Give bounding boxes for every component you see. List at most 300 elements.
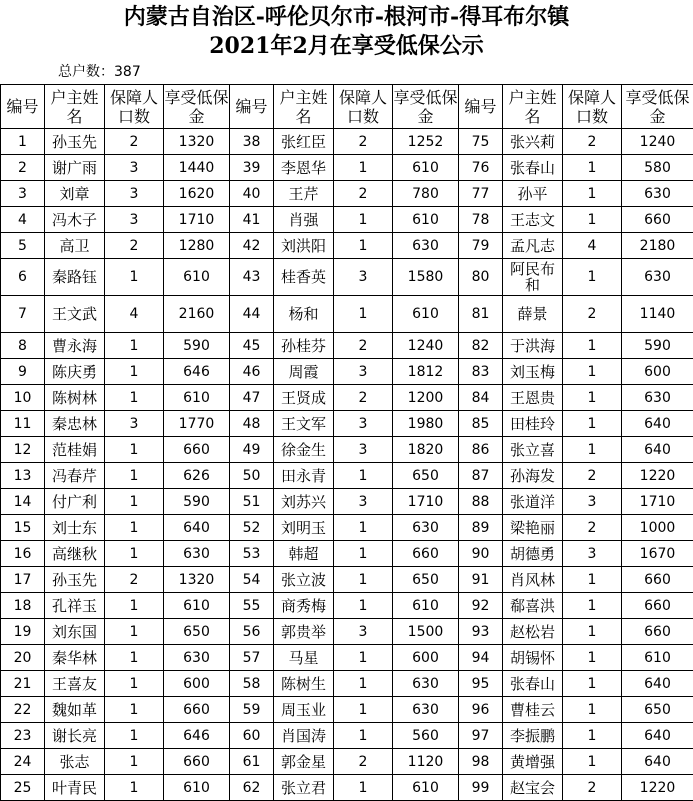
- cell-amount: 1120: [393, 749, 459, 775]
- cell-no: 61: [230, 749, 274, 775]
- cell-persons: 1: [334, 541, 393, 567]
- cell-name: 王志文: [503, 207, 563, 233]
- cell-name: 刘士东: [45, 515, 105, 541]
- header-name: 户主姓名: [503, 85, 563, 129]
- cell-persons: 1: [563, 437, 622, 463]
- cell-no: 17: [1, 567, 45, 593]
- cell-persons: 1: [334, 296, 393, 333]
- cell-persons: 1: [105, 645, 164, 671]
- cell-amount: 1820: [393, 437, 459, 463]
- cell-no: 59: [230, 697, 274, 723]
- cell-no: 20: [1, 645, 45, 671]
- page-subtitle: 2021年2月在享受低保公示: [0, 33, 693, 59]
- cell-no: 76: [459, 155, 503, 181]
- cell-persons: 1: [105, 333, 164, 359]
- cell-name: 田永青: [274, 463, 334, 489]
- table-row: [1, 515, 693, 541]
- cell-amount: 646: [164, 723, 230, 749]
- cell-amount: 626: [164, 463, 230, 489]
- cell-persons: 3: [334, 411, 393, 437]
- cell-name: 李振鹏: [503, 723, 563, 749]
- cell-name: 陈庆勇: [45, 359, 105, 385]
- cell-name: 秦忠林: [45, 411, 105, 437]
- cell-no: 43: [230, 259, 274, 296]
- cell-name: 桂香英: [274, 259, 334, 296]
- cell-amount: 1320: [164, 129, 230, 155]
- cell-name: 肖强: [274, 207, 334, 233]
- cell-persons: 1: [105, 593, 164, 619]
- cell-no: 46: [230, 359, 274, 385]
- cell-amount: 660: [393, 541, 459, 567]
- cell-persons: 1: [105, 489, 164, 515]
- cell-amount: 630: [622, 385, 693, 411]
- cell-amount: 630: [393, 515, 459, 541]
- table-row: [1, 619, 693, 645]
- cell-name: 阿民布和: [503, 259, 563, 296]
- table-row: [1, 155, 693, 181]
- header-persons: 保障人口数: [334, 85, 393, 129]
- cell-name: 谢广雨: [45, 155, 105, 181]
- cell-name: 张立波: [274, 567, 334, 593]
- cell-persons: 1: [334, 233, 393, 259]
- table-row: [1, 723, 693, 749]
- total-households: 总户数：387: [58, 63, 141, 81]
- cell-amount: 610: [393, 775, 459, 801]
- cell-no: 57: [230, 645, 274, 671]
- table-row: [1, 593, 693, 619]
- cell-amount: 1710: [393, 489, 459, 515]
- cell-persons: 1: [334, 775, 393, 801]
- cell-name: 张春山: [503, 671, 563, 697]
- cell-name: 郭金星: [274, 749, 334, 775]
- cell-persons: 2: [563, 129, 622, 155]
- cell-amount: 660: [164, 749, 230, 775]
- cell-amount: 610: [393, 207, 459, 233]
- cell-name: 张春山: [503, 155, 563, 181]
- cell-persons: 1: [105, 671, 164, 697]
- table-row: [1, 749, 693, 775]
- cell-amount: 1252: [393, 129, 459, 155]
- table-row: [1, 697, 693, 723]
- cell-amount: 630: [622, 259, 693, 296]
- cell-persons: 3: [334, 437, 393, 463]
- cell-name: 李恩华: [274, 155, 334, 181]
- cell-no: 91: [459, 567, 503, 593]
- cell-amount: 640: [622, 749, 693, 775]
- cell-no: 5: [1, 233, 45, 259]
- cell-persons: 2: [334, 385, 393, 411]
- cell-no: 25: [1, 775, 45, 801]
- cell-name: 王文武: [45, 296, 105, 333]
- cell-name: 梁艳丽: [503, 515, 563, 541]
- header-no: 编号: [1, 85, 45, 129]
- cell-persons: 1: [563, 567, 622, 593]
- cell-name: 高继秋: [45, 541, 105, 567]
- table-row: [1, 207, 693, 233]
- cell-name: 陈树林: [45, 385, 105, 411]
- cell-name: 孙玉先: [45, 129, 105, 155]
- cell-amount: 1240: [393, 333, 459, 359]
- cell-no: 3: [1, 181, 45, 207]
- cell-persons: 1: [334, 723, 393, 749]
- cell-amount: 1710: [164, 207, 230, 233]
- cell-amount: 610: [164, 593, 230, 619]
- cell-amount: 630: [164, 541, 230, 567]
- cell-no: 22: [1, 697, 45, 723]
- cell-no: 53: [230, 541, 274, 567]
- cell-name: 胡德勇: [503, 541, 563, 567]
- cell-amount: 590: [164, 489, 230, 515]
- cell-amount: 1770: [164, 411, 230, 437]
- cell-no: 48: [230, 411, 274, 437]
- cell-name: 商秀梅: [274, 593, 334, 619]
- table-row: [1, 359, 693, 385]
- cell-persons: 2: [105, 233, 164, 259]
- cell-amount: 1620: [164, 181, 230, 207]
- cell-no: 86: [459, 437, 503, 463]
- cell-name: 王喜友: [45, 671, 105, 697]
- cell-no: 55: [230, 593, 274, 619]
- cell-persons: 2: [563, 296, 622, 333]
- cell-no: 11: [1, 411, 45, 437]
- header-amount: 享受低保金: [393, 85, 459, 129]
- cell-no: 81: [459, 296, 503, 333]
- cell-name: 张志: [45, 749, 105, 775]
- cell-name: 王恩贵: [503, 385, 563, 411]
- cell-name: 曹桂云: [503, 697, 563, 723]
- cell-no: 56: [230, 619, 274, 645]
- cell-no: 12: [1, 437, 45, 463]
- cell-amount: 610: [622, 645, 693, 671]
- cell-no: 90: [459, 541, 503, 567]
- cell-amount: 590: [164, 333, 230, 359]
- cell-name: 徐金生: [274, 437, 334, 463]
- cell-name: 王文军: [274, 411, 334, 437]
- cell-persons: 1: [563, 385, 622, 411]
- cell-persons: 1: [105, 259, 164, 296]
- cell-no: 79: [459, 233, 503, 259]
- cell-persons: 1: [334, 207, 393, 233]
- cell-name: 范桂娟: [45, 437, 105, 463]
- cell-persons: 1: [563, 671, 622, 697]
- cell-amount: 1980: [393, 411, 459, 437]
- cell-no: 8: [1, 333, 45, 359]
- table-row: [1, 385, 693, 411]
- cell-amount: 600: [393, 645, 459, 671]
- cell-no: 84: [459, 385, 503, 411]
- cell-no: 15: [1, 515, 45, 541]
- cell-name: 秦华林: [45, 645, 105, 671]
- cell-amount: 610: [393, 593, 459, 619]
- cell-no: 92: [459, 593, 503, 619]
- cell-amount: 1280: [164, 233, 230, 259]
- header-name: 户主姓名: [45, 85, 105, 129]
- cell-no: 49: [230, 437, 274, 463]
- cell-no: 96: [459, 697, 503, 723]
- cell-no: 80: [459, 259, 503, 296]
- cell-amount: 610: [164, 259, 230, 296]
- cell-name: 刘东国: [45, 619, 105, 645]
- cell-amount: 1320: [164, 567, 230, 593]
- cell-persons: 1: [105, 359, 164, 385]
- cell-name: 孙海发: [503, 463, 563, 489]
- cell-name: 张兴莉: [503, 129, 563, 155]
- cell-name: 付广利: [45, 489, 105, 515]
- cell-name: 刘明玉: [274, 515, 334, 541]
- cell-persons: 2: [334, 129, 393, 155]
- cell-amount: 646: [164, 359, 230, 385]
- cell-persons: 2: [334, 749, 393, 775]
- page-title: 内蒙古自治区-呼伦贝尔市-根河市-得耳布尔镇: [0, 4, 693, 30]
- cell-no: 23: [1, 723, 45, 749]
- cell-amount: 660: [622, 619, 693, 645]
- cell-persons: 2: [105, 129, 164, 155]
- cell-name: 孔祥玉: [45, 593, 105, 619]
- cell-persons: 1: [563, 259, 622, 296]
- cell-persons: 1: [563, 749, 622, 775]
- cell-no: 40: [230, 181, 274, 207]
- cell-amount: 650: [393, 567, 459, 593]
- cell-name: 郗喜洪: [503, 593, 563, 619]
- cell-name: 刘洪阳: [274, 233, 334, 259]
- cell-no: 45: [230, 333, 274, 359]
- cell-name: 胡锡怀: [503, 645, 563, 671]
- cell-amount: 610: [393, 296, 459, 333]
- cell-amount: 1670: [622, 541, 693, 567]
- cell-name: 田桂玲: [503, 411, 563, 437]
- cell-persons: 1: [105, 515, 164, 541]
- cell-name: 王贤成: [274, 385, 334, 411]
- cell-name: 韩超: [274, 541, 334, 567]
- cell-persons: 1: [563, 181, 622, 207]
- cell-persons: 1: [334, 645, 393, 671]
- cell-name: 张立喜: [503, 437, 563, 463]
- cell-amount: 610: [393, 155, 459, 181]
- cell-name: 冯春芹: [45, 463, 105, 489]
- cell-no: 41: [230, 207, 274, 233]
- cell-amount: 630: [393, 671, 459, 697]
- cell-no: 16: [1, 541, 45, 567]
- cell-amount: 650: [393, 463, 459, 489]
- cell-amount: 1240: [622, 129, 693, 155]
- cell-no: 44: [230, 296, 274, 333]
- cell-no: 93: [459, 619, 503, 645]
- cell-name: 王芹: [274, 181, 334, 207]
- cell-persons: 3: [334, 619, 393, 645]
- cell-persons: 2: [334, 333, 393, 359]
- cell-no: 50: [230, 463, 274, 489]
- cell-no: 24: [1, 749, 45, 775]
- cell-no: 83: [459, 359, 503, 385]
- cell-persons: 3: [105, 207, 164, 233]
- cell-persons: 1: [105, 385, 164, 411]
- cell-amount: 610: [164, 775, 230, 801]
- cell-amount: 610: [164, 385, 230, 411]
- table-row: [1, 233, 693, 259]
- cell-name: 谢长亮: [45, 723, 105, 749]
- cell-no: 4: [1, 207, 45, 233]
- cell-name: 孙桂芬: [274, 333, 334, 359]
- cell-amount: 630: [622, 181, 693, 207]
- cell-persons: 1: [334, 155, 393, 181]
- cell-amount: 630: [164, 645, 230, 671]
- cell-persons: 2: [563, 463, 622, 489]
- cell-amount: 660: [164, 437, 230, 463]
- cell-no: 39: [230, 155, 274, 181]
- cell-no: 94: [459, 645, 503, 671]
- cell-persons: 3: [105, 155, 164, 181]
- cell-no: 13: [1, 463, 45, 489]
- cell-persons: 1: [105, 723, 164, 749]
- cell-name: 马星: [274, 645, 334, 671]
- cell-no: 89: [459, 515, 503, 541]
- header-persons: 保障人口数: [105, 85, 164, 129]
- cell-no: 38: [230, 129, 274, 155]
- cell-no: 82: [459, 333, 503, 359]
- cell-no: 10: [1, 385, 45, 411]
- cell-name: 肖国涛: [274, 723, 334, 749]
- cell-name: 赵宝会: [503, 775, 563, 801]
- cell-name: 陈树生: [274, 671, 334, 697]
- cell-persons: 3: [563, 489, 622, 515]
- cell-amount: 1140: [622, 296, 693, 333]
- cell-no: 78: [459, 207, 503, 233]
- cell-no: 85: [459, 411, 503, 437]
- header-amount: 享受低保金: [622, 85, 693, 129]
- cell-amount: 660: [622, 567, 693, 593]
- cell-persons: 2: [334, 181, 393, 207]
- cell-persons: 2: [105, 567, 164, 593]
- cell-no: 2: [1, 155, 45, 181]
- cell-amount: 580: [622, 155, 693, 181]
- cell-persons: 1: [563, 359, 622, 385]
- cell-name: 叶青民: [45, 775, 105, 801]
- cell-amount: 1812: [393, 359, 459, 385]
- cell-no: 75: [459, 129, 503, 155]
- cell-name: 刘苏兴: [274, 489, 334, 515]
- cell-persons: 1: [563, 411, 622, 437]
- header-name: 户主姓名: [274, 85, 334, 129]
- cell-name: 刘玉梅: [503, 359, 563, 385]
- cell-persons: 4: [105, 296, 164, 333]
- cell-persons: 1: [105, 749, 164, 775]
- cell-no: 47: [230, 385, 274, 411]
- cell-no: 97: [459, 723, 503, 749]
- cell-persons: 3: [334, 489, 393, 515]
- cell-amount: 660: [622, 593, 693, 619]
- table-row: [1, 333, 693, 359]
- cell-persons: 1: [563, 619, 622, 645]
- cell-amount: 1000: [622, 515, 693, 541]
- cell-amount: 780: [393, 181, 459, 207]
- cell-no: 99: [459, 775, 503, 801]
- cell-name: 郭贵举: [274, 619, 334, 645]
- table-row: [1, 567, 693, 593]
- table-row: [1, 437, 693, 463]
- cell-amount: 600: [622, 359, 693, 385]
- cell-name: 张立君: [274, 775, 334, 801]
- cell-amount: 2160: [164, 296, 230, 333]
- cell-amount: 660: [622, 207, 693, 233]
- cell-amount: 650: [164, 619, 230, 645]
- cell-no: 1: [1, 129, 45, 155]
- cell-name: 曹永海: [45, 333, 105, 359]
- cell-amount: 640: [622, 437, 693, 463]
- cell-no: 19: [1, 619, 45, 645]
- cell-persons: 3: [334, 359, 393, 385]
- cell-persons: 1: [334, 697, 393, 723]
- cell-no: 88: [459, 489, 503, 515]
- cell-no: 87: [459, 463, 503, 489]
- table-row: [1, 296, 693, 333]
- header-no: 编号: [459, 85, 503, 129]
- cell-amount: 1220: [622, 463, 693, 489]
- cell-name: 周霞: [274, 359, 334, 385]
- cell-persons: 1: [334, 593, 393, 619]
- cell-no: 14: [1, 489, 45, 515]
- table-row: [1, 411, 693, 437]
- cell-no: 60: [230, 723, 274, 749]
- cell-no: 18: [1, 593, 45, 619]
- cell-amount: 650: [622, 697, 693, 723]
- cell-name: 秦路钰: [45, 259, 105, 296]
- header-no: 编号: [230, 85, 274, 129]
- cell-no: 42: [230, 233, 274, 259]
- cell-amount: 640: [622, 411, 693, 437]
- cell-amount: 630: [393, 697, 459, 723]
- cell-persons: 1: [563, 593, 622, 619]
- cell-amount: 1710: [622, 489, 693, 515]
- cell-no: 21: [1, 671, 45, 697]
- cell-persons: 1: [563, 697, 622, 723]
- table-row: [1, 489, 693, 515]
- cell-persons: 1: [105, 775, 164, 801]
- cell-persons: 1: [334, 463, 393, 489]
- cell-amount: 640: [622, 671, 693, 697]
- cell-name: 冯木子: [45, 207, 105, 233]
- cell-name: 孙玉先: [45, 567, 105, 593]
- cell-amount: 630: [393, 233, 459, 259]
- cell-persons: 3: [563, 541, 622, 567]
- header-amount: 享受低保金: [164, 85, 230, 129]
- header-row: [1, 85, 693, 129]
- table-row: [1, 645, 693, 671]
- cell-persons: 3: [105, 411, 164, 437]
- table-row: [1, 463, 693, 489]
- table-row: [1, 259, 693, 296]
- cell-persons: 1: [105, 697, 164, 723]
- cell-no: 77: [459, 181, 503, 207]
- cell-no: 9: [1, 359, 45, 385]
- cell-persons: 2: [563, 515, 622, 541]
- cell-persons: 1: [334, 515, 393, 541]
- subsidy-table: [0, 84, 693, 801]
- cell-name: 黄增强: [503, 749, 563, 775]
- cell-name: 张道洋: [503, 489, 563, 515]
- cell-amount: 560: [393, 723, 459, 749]
- cell-no: 62: [230, 775, 274, 801]
- cell-name: 高卫: [45, 233, 105, 259]
- cell-amount: 1580: [393, 259, 459, 296]
- cell-amount: 600: [164, 671, 230, 697]
- cell-name: 孟凡志: [503, 233, 563, 259]
- cell-amount: 1220: [622, 775, 693, 801]
- cell-amount: 590: [622, 333, 693, 359]
- cell-name: 刘章: [45, 181, 105, 207]
- cell-persons: 1: [563, 333, 622, 359]
- table-row: [1, 541, 693, 567]
- cell-no: 52: [230, 515, 274, 541]
